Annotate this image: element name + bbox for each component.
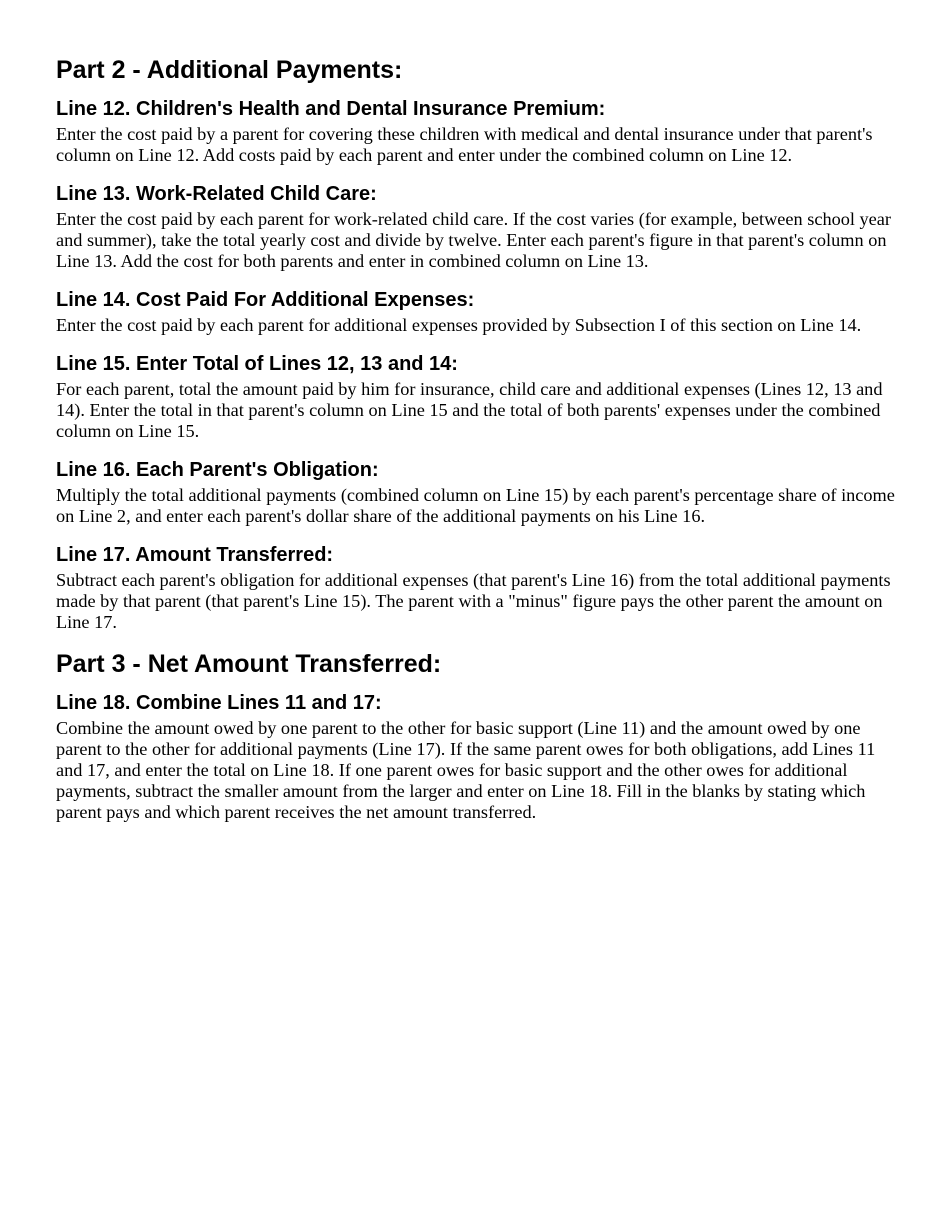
- line-16-text: Multiply the total additional payments (combined column on Line 15) by each parent's percentage share of income on Line 2, and enter each parent's dollar share of the additional payments on his Line 16.: [56, 485, 895, 526]
- line-13-text: Enter the cost paid by each parent for work-related child care. If the cost varies (for example, between school year and summer), take the total yearly cost and divide by twelve. Enter each parent's figure in that parent's column on Line 13. Add the cost for both parents and enter in combined column on Line 13.: [56, 209, 891, 271]
- line-17-heading: Line 17. Amount Transferred:: [56, 544, 334, 566]
- line-16-section: [56, 458, 896, 527]
- line-14-heading: Line 14. Cost Paid For Additional Expenses:: [56, 289, 475, 311]
- line-15-text: For each parent, total the amount paid by him for insurance, child care and additional expenses (Lines 12, 13 and 14). Enter the total in that parent's column on Line 15 and the total of both parents' expenses under the combined column on Line 15.: [56, 379, 883, 441]
- line-15-heading: Line 15. Enter Total of Lines 12, 13 and 14:: [56, 353, 458, 375]
- line-12-heading: Line 12. Children's Health and Dental Insurance Premium:: [56, 98, 606, 120]
- line-14-text: Enter the cost paid by each parent for additional expenses provided by Subsection I of this section on Line 14.: [56, 315, 862, 335]
- line-15-section: [56, 352, 896, 442]
- line-17-section: [56, 543, 896, 633]
- part-3-title: Part 3 - Net Amount Transferred:: [56, 650, 442, 678]
- line-13-section: [56, 182, 896, 272]
- line-12-section: [56, 97, 896, 166]
- line-12-text: Enter the cost paid by a parent for covering these children with medical and dental insurance under that parent's column on Line 12. Add costs paid by each parent and enter under the combined column on Line 12.: [56, 124, 873, 165]
- document-page: [56, 55, 896, 823]
- part-2-title: Part 2 - Additional Payments:: [56, 56, 403, 84]
- line-14-section: [56, 288, 896, 336]
- line-17-text: Subtract each parent's obligation for additional expenses (that parent's Line 16) from the total additional payments made by that parent (that parent's Line 15). The parent with a "minus" figure pays the other parent the amount on Line 17.: [56, 570, 891, 632]
- line-18-heading: Line 18. Combine Lines 11 and 17:: [56, 692, 382, 714]
- line-18-section: [56, 691, 896, 823]
- line-13-heading: Line 13. Work-Related Child Care:: [56, 183, 377, 205]
- line-16-heading: Line 16. Each Parent's Obligation:: [56, 459, 379, 481]
- line-18-text: Combine the amount owed by one parent to the other for basic support (Line 11) and the amount owed by one parent to the other for additional payments (Line 17). If the same parent owes for both obligations, add Lines 11 and 17, and enter the total on Line 18. If one parent owes for basic support and the other owes for additional payments, subtract the smaller amount from the larger and enter on Line 18. Fill in the blanks by stating which parent pays and which parent receives the net amount transferred.: [56, 718, 876, 822]
